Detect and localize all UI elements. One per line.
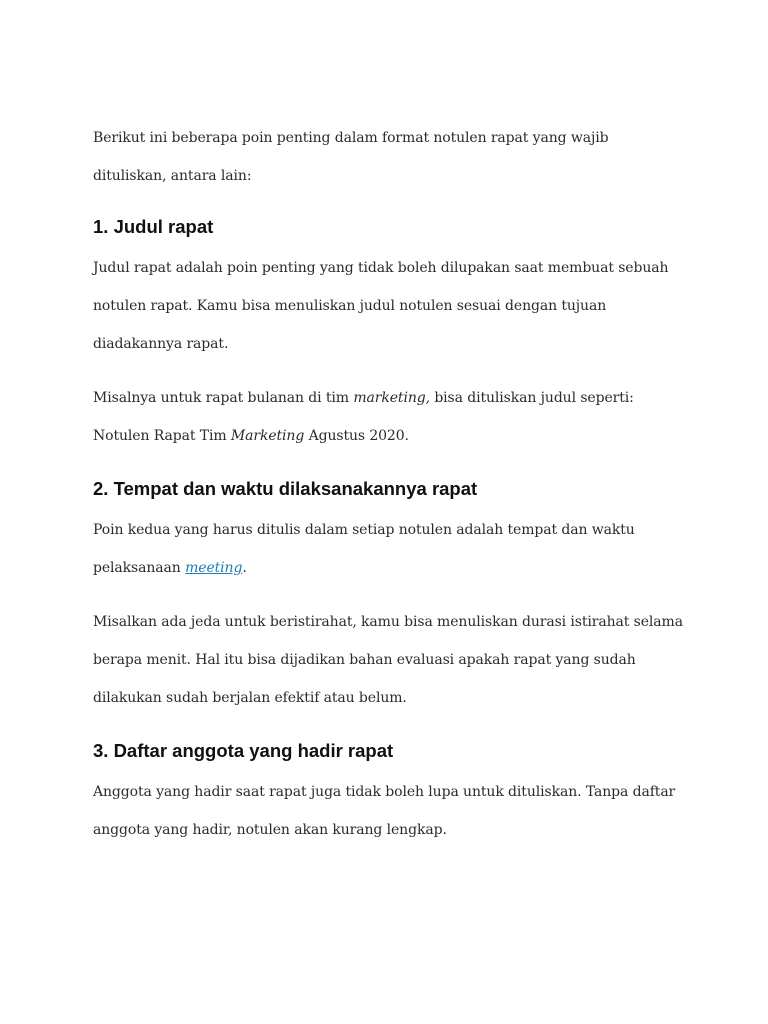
section-2-p2-line-3: dilakukan sudah berjalan efektif atau belum. (93, 690, 407, 706)
section-1-heading: 1. Judul rapat (93, 216, 214, 237)
section-1-p2-line-1 (93, 379, 685, 417)
section-1-p1-line-1: Judul rapat adalah poin penting yang tidak boleh dilupakan saat membuat sebuah (93, 260, 669, 276)
section-2-paragraph-1 (93, 511, 685, 587)
italic-term: Marketing (230, 428, 305, 444)
section-1-p1-line-3: diadakannya rapat. (93, 336, 229, 352)
spacer (93, 717, 685, 735)
text-run: Notulen Rapat Tim (93, 428, 231, 444)
section-2-paragraph-2 (93, 603, 685, 717)
section-2-p2-line-2: berapa menit. Hal itu bisa dijadikan bahan evaluasi apakah rapat yang sudah (93, 652, 636, 668)
section-2-p1-line-1: Poin kedua yang harus ditulis dalam setiap notulen adalah tempat dan waktu (93, 522, 635, 538)
intro-line-2: dituliskan, antara lain: (93, 168, 252, 184)
intro-line-1: Berikut ini beberapa poin penting dalam format notulen rapat yang wajib (93, 130, 609, 146)
spacer (93, 455, 685, 473)
text-run: Misalnya untuk rapat bulanan di tim (93, 390, 354, 406)
spacer (93, 587, 685, 603)
section-3-heading: 3. Daftar anggota yang hadir rapat (93, 740, 394, 761)
text-run: pelaksanaan (93, 560, 186, 576)
text-run: Agustus 2020. (304, 428, 409, 444)
italic-term: marketing, (353, 390, 430, 406)
text-run: bisa dituliskan judul seperti: (429, 390, 634, 406)
section-1-paragraph-1 (93, 249, 685, 363)
section-1-paragraph-2 (93, 379, 685, 455)
section-3-p1-line-2: anggota yang hadir, notulen akan kurang lengkap. (93, 822, 447, 838)
intro-paragraph (93, 119, 685, 195)
section-2-p2-line-1: Misalkan ada jeda untuk beristirahat, kamu bisa menuliskan durasi istirahat selama (93, 614, 683, 630)
section-1-p2-line-2 (93, 417, 685, 455)
spacer (93, 363, 685, 379)
section-2-p1-line-2 (93, 549, 685, 587)
section-3-p1-line-1: Anggota yang hadir saat rapat juga tidak boleh lupa untuk dituliskan. Tanpa daftar (93, 784, 676, 800)
document-content (93, 119, 685, 849)
section-1-p1-line-2: notulen rapat. Kamu bisa menuliskan judul notulen sesuai dengan tujuan (93, 298, 607, 314)
section-2-heading: 2. Tempat dan waktu dilaksanakannya rapat (93, 478, 478, 499)
text-run: . (242, 560, 247, 576)
spacer (93, 195, 685, 211)
section-3-paragraph-1 (93, 773, 685, 849)
meeting-link[interactable]: meeting (185, 560, 243, 576)
